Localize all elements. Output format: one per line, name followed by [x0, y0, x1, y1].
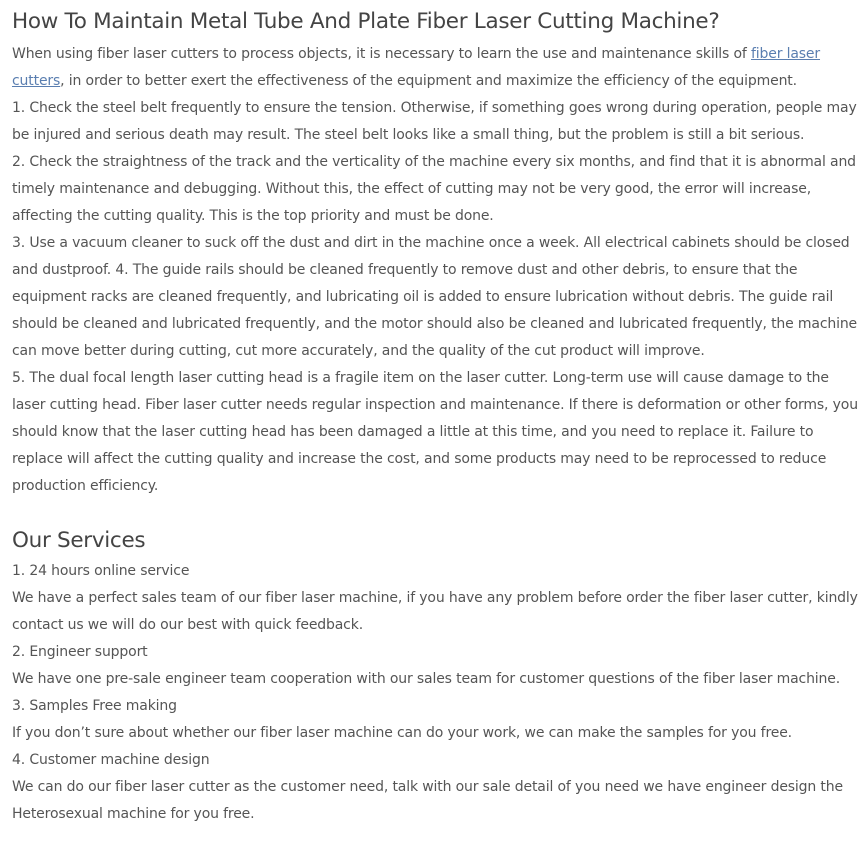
service-text-design: We can do our fiber laser cutter as the customer need, talk with our sale detail of you need we have engineer design the Heterosexual machine for you free.	[12, 779, 843, 822]
intro-text-before: When using fiber laser cutters to process objects, it is necessary to learn the use and maintenance skills of	[12, 46, 751, 62]
services-list	[12, 558, 859, 828]
service-text-samples: If you don’t sure about whether our fiber laser machine can do your work, we can make the samples for you free.	[12, 725, 792, 741]
services-title: Our Services	[12, 528, 146, 553]
maintenance-point-2: 2. Check the straightness of the track and the verticality of the machine every six months, and find that it is abnormal and timely maintenance and debugging. Without this, the effect of cutting may not be very good, the error will increase, affecting the cutting quality. This is the top priority and must be done.	[12, 154, 856, 224]
intro-paragraph	[12, 41, 859, 95]
intro-text-after: , in order to better exert the effectiveness of the equipment and maximize the efficiency of the equipment.	[60, 73, 797, 89]
maintenance-point-5: 5. The dual focal length laser cutting head is a fragile item on the laser cutter. Long-term use will cause damage to the laser cutting head. Fiber laser cutter needs regular inspection and maintenance. If there is deformation or other forms, you should know that the laser cutting head has been damaged a little at this time, and you need to replace it. Failure to replace will affect the cutting quality and increase the cost, and some products may need to be reprocessed to reduce production efficiency.	[12, 370, 858, 494]
service-heading-design: 4. Customer machine design	[12, 752, 210, 768]
service-heading-samples: 3. Samples Free making	[12, 698, 177, 714]
article-title: How To Maintain Metal Tube And Plate Fiber Laser Cutting Machine?	[12, 9, 720, 34]
maintenance-point-3: 3. Use a vacuum cleaner to suck off the dust and dirt in the machine once a week. All electrical cabinets should be closed and dustproof. 4. The guide rails should be cleaned frequently to remove dust and other debris, to ensure that the equipment racks are cleaned frequently, and lubricating oil is added to ensure lubrication without debris. The guide rail should be cleaned and lubricated frequently, and the motor should also be cleaned and lubricated frequently, the machine can move better during cutting, cut more accurately, and the quality of the cut product will improve.	[12, 235, 858, 359]
service-text-online: We have a perfect sales team of our fiber laser machine, if you have any problem before order the fiber laser cutter, kindly contact us we will do our best with quick feedback.	[12, 590, 858, 633]
service-heading-online: 1. 24 hours online service	[12, 563, 190, 579]
fiber-laser-cutters-link[interactable]: fiber laser cutters	[12, 46, 821, 89]
article-page	[0, 8, 865, 828]
maintenance-point-1: 1. Check the steel belt frequently to ensure the tension. Otherwise, if something goes wrong during operation, people may be injured and serious death may result. The steel belt looks like a small thing, but the problem is still a bit serious.	[12, 100, 857, 143]
section-spacer	[12, 500, 859, 527]
service-heading-engineer: 2. Engineer support	[12, 644, 148, 660]
service-text-engineer: We have one pre-sale engineer team cooperation with our sales team for customer questions of the fiber laser machine.	[12, 671, 841, 687]
